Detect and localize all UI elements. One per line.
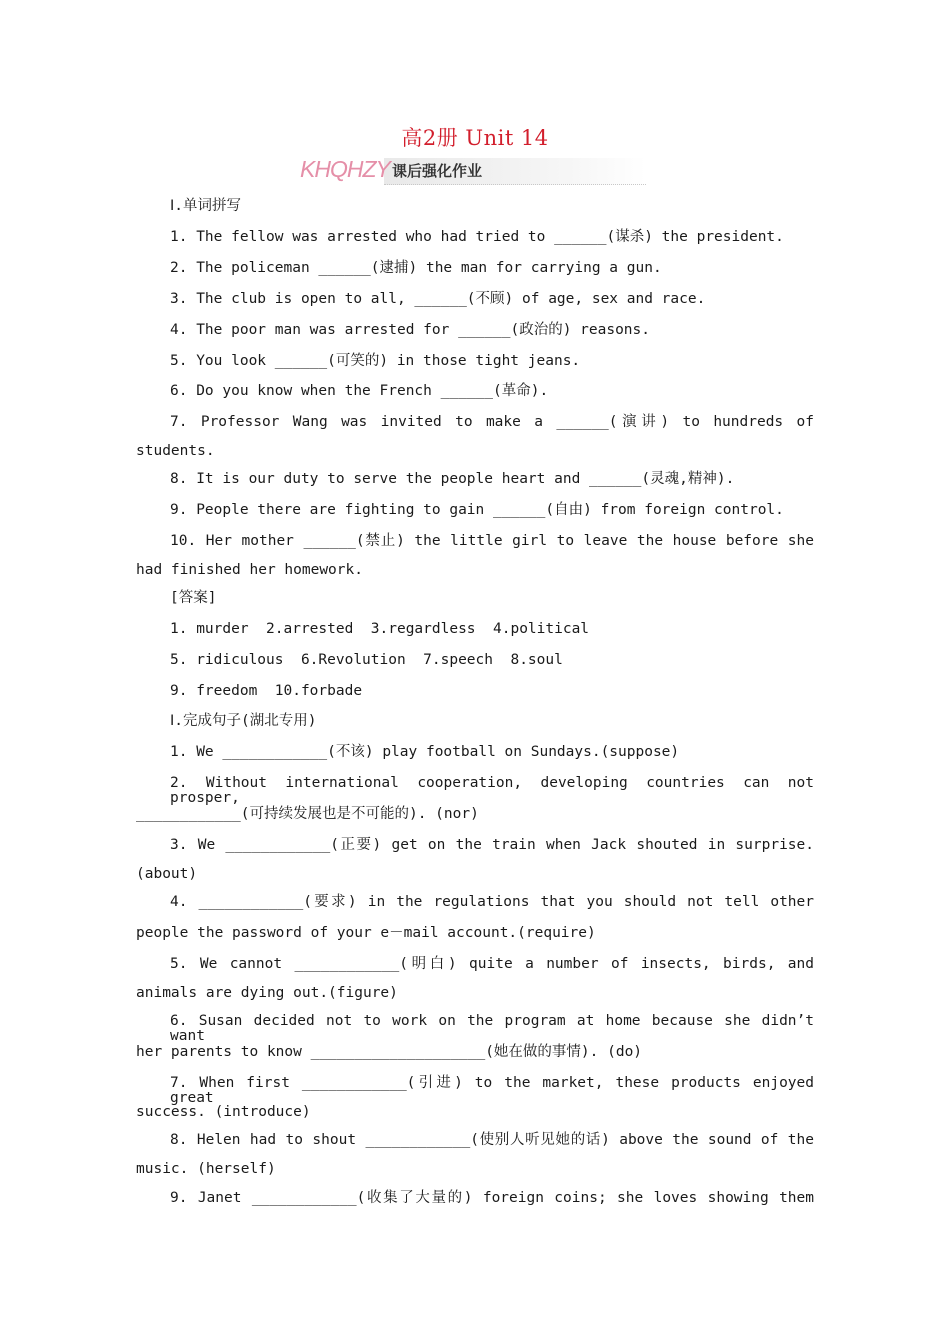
- text-line: 1. The fellow was arrested who had tried to ______(谋杀) the president.: [170, 229, 784, 245]
- page-title: 高2册 Unit 14: [401, 126, 549, 150]
- section-banner: [298, 150, 650, 188]
- text-line: (about): [136, 866, 198, 882]
- text-line: success. (introduce): [136, 1104, 311, 1120]
- text-line: music. (herself): [136, 1161, 276, 1177]
- text-line: 1. murder 2.arrested 3.regardless 4.political: [170, 621, 590, 637]
- text-line: 2. The policeman ______(逮捕) the man for carrying a gun.: [170, 260, 662, 276]
- text-line: 6. Do you know when the French ______(革命).: [170, 383, 549, 399]
- text-line: 10. Her mother ______(禁止) the little girl to leave the house before she: [170, 533, 814, 549]
- text-line: 4. The poor man was arrested for ______(政治的) reasons.: [170, 322, 650, 338]
- text-line: had finished her homework.: [136, 562, 363, 578]
- text-line: 5. ridiculous 6.Revolution 7.speech 8.soul: [170, 652, 563, 668]
- text-line: 7. When first ____________(引进) to the market, these products enjoyed great: [170, 1075, 814, 1106]
- text-line: Ⅰ.完成句子(湖北专用): [170, 713, 317, 729]
- text-line: 8. It is our duty to serve the people heart and ______(灵魂,精神).: [170, 471, 735, 487]
- text-line: [答案]: [170, 590, 217, 606]
- banner-title: 课后强化作业: [392, 162, 483, 180]
- text-line: 7. Professor Wang was invited to make a ______(演讲) to hundreds of: [170, 414, 814, 430]
- text-line: 5. We cannot ____________(明白) quite a number of insects, birds, and: [170, 956, 814, 972]
- text-line: 9. Janet ____________(收集了大量的) foreign coins; she loves showing them: [170, 1190, 814, 1206]
- text-line: Ⅰ.单词拼写: [170, 198, 242, 214]
- text-line: animals are dying out.(figure): [136, 985, 398, 1001]
- text-line: 8. Helen had to shout ____________(使别人听见她的话) above the sound of the: [170, 1132, 814, 1148]
- text-line: ____________(可持续发展也是不可能的). (nor): [136, 806, 479, 822]
- text-line: people the password of your e－mail account.(require): [136, 925, 596, 941]
- text-line: her parents to know ____________________(她在做的事情). (do): [136, 1044, 643, 1060]
- text-line: 4. ____________(要求) in the regulations that you should not tell other: [170, 894, 814, 910]
- text-line: students.: [136, 443, 215, 459]
- banner-logo: KHQHZY: [300, 156, 390, 182]
- text-line: 9. freedom 10.forbade: [170, 683, 363, 699]
- text-line: 3. We ____________(正要) get on the train when Jack shouted in surprise.: [170, 837, 814, 853]
- text-line: 2. Without international cooperation, developing countries can not prosper,: [170, 775, 814, 806]
- text-line: 5. You look ______(可笑的) in those tight jeans.: [170, 353, 581, 369]
- text-line: 1. We ____________(不该) play football on Sundays.(suppose): [170, 744, 680, 760]
- text-line: 9. People there are fighting to gain ______(自由) from foreign control.: [170, 502, 784, 518]
- text-line: 3. The club is open to all, ______(不顾) of age, sex and race.: [170, 291, 706, 307]
- text-line: 6. Susan decided not to work on the program at home because she didn’t want: [170, 1013, 814, 1044]
